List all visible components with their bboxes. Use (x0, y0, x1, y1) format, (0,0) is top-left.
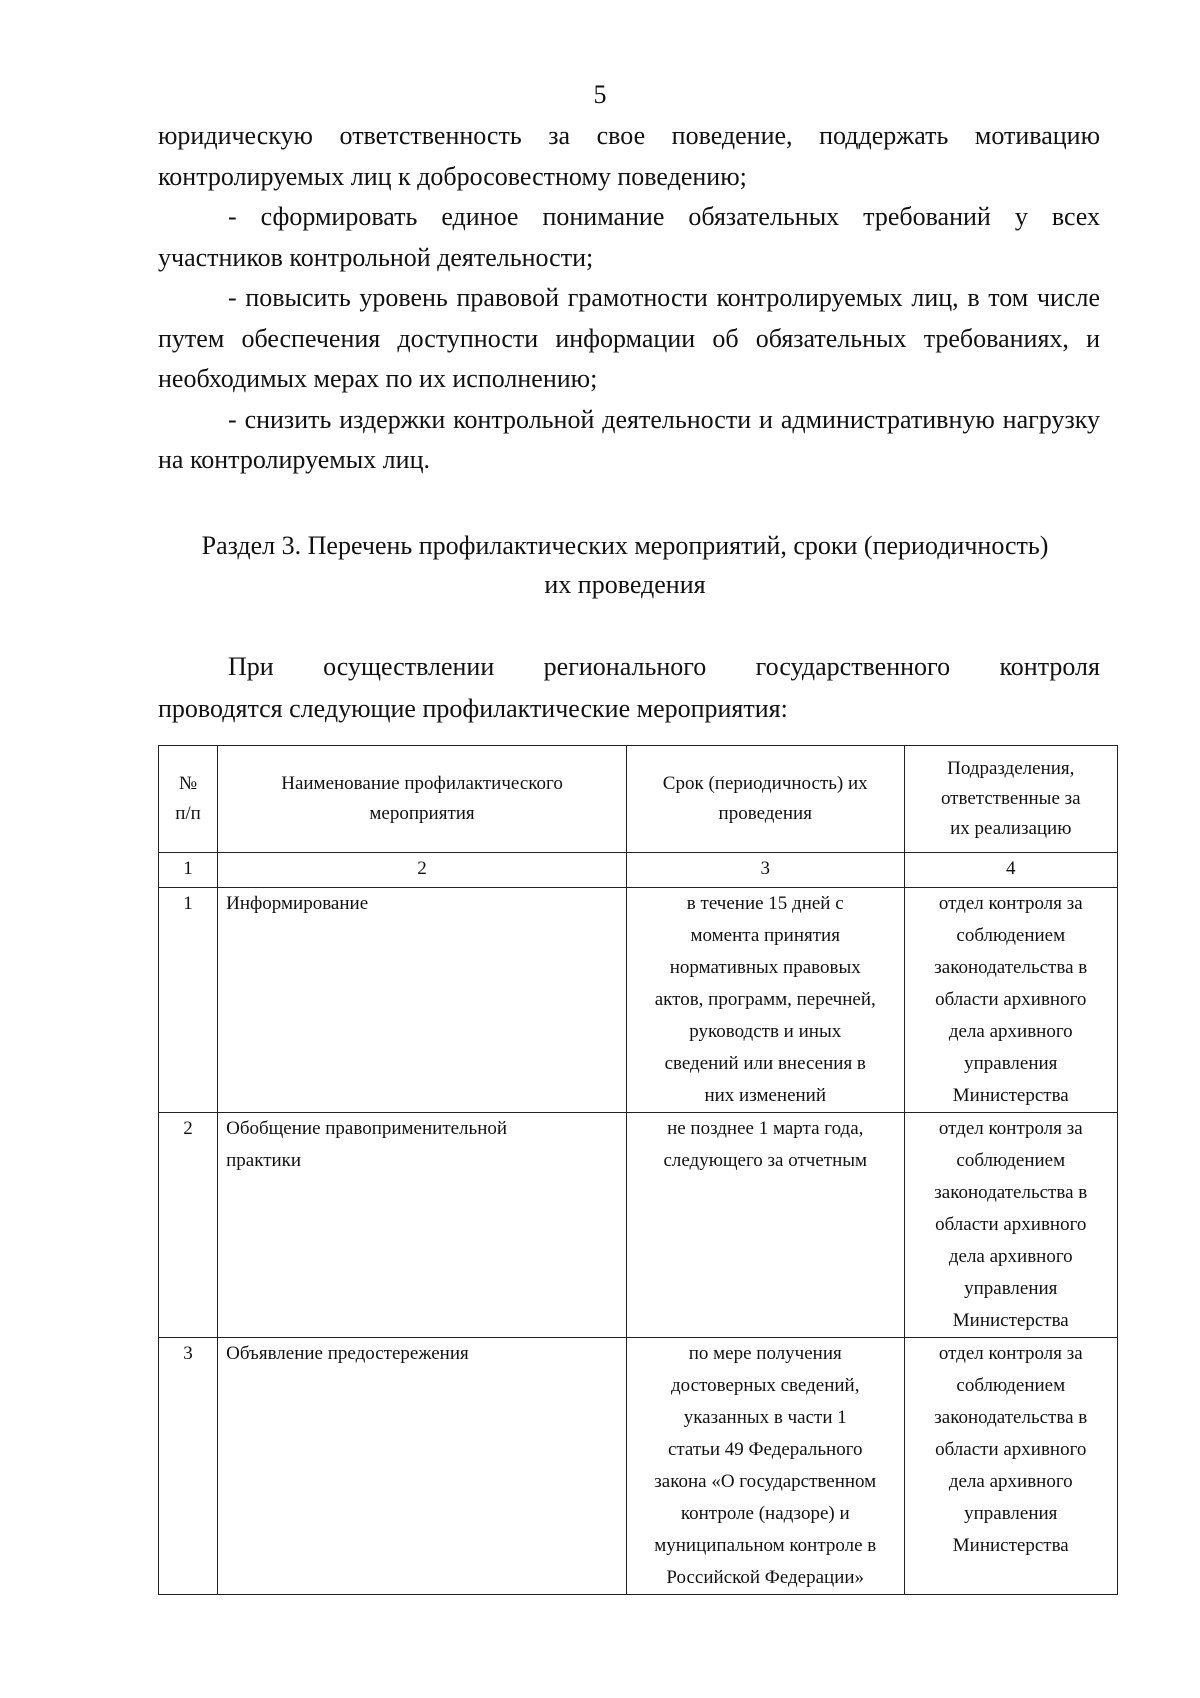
row-dept: отдел контроля за соблюдением законодательства в области архивного дела архивного управления Министерства (904, 888, 1117, 1113)
section-title (150, 526, 1100, 604)
row-term: в течение 15 дней с момента принятия нормативных правовых актов, программ, перечней, руководств и иных сведений или внесения в них изменений (626, 888, 904, 1113)
section-title-line-1: Раздел 3. Перечень профилактических мероприятий, сроки (периодичность) (201, 531, 1049, 560)
section-title-line-2: их проведения (544, 570, 706, 599)
intro-line-2: проводятся следующие профилактические мероприятия: (158, 694, 788, 723)
row-term: не позднее 1 марта года, следующего за отчетным (626, 1113, 904, 1338)
table-header-row (159, 746, 1118, 853)
column-number: 3 (626, 853, 904, 888)
header-name: Наименование профилактического мероприятия (218, 746, 627, 853)
intro-line-1: При осуществлении регионального государственного контроля (228, 652, 1100, 681)
page-number: 5 (593, 80, 607, 109)
row-term: по мере получения достоверных сведений, указанных в части 1 статьи 49 Федерального закона «О государственном контроле (надзоре) и муниципальном контроле в Российской Федерации» (626, 1338, 904, 1595)
row-name: Объявление предостережения (218, 1338, 627, 1595)
paragraph-4: - снизить издержки контрольной деятельности и административную нагрузку на контролируемых лиц. (158, 404, 1100, 474)
paragraph-3: - повысить уровень правовой грамотности контролируемых лиц, в том числе путем обеспечения доступности информации об обязательных требованиях, и необходимых мерах по их исполнению; (158, 283, 1100, 393)
table-row (159, 1338, 1118, 1595)
row-num: 3 (159, 1338, 218, 1595)
measures-table (158, 745, 1118, 1595)
intro-text (158, 646, 1100, 730)
header-num: № п/п (159, 746, 218, 853)
column-number: 2 (218, 853, 627, 888)
row-name: Информирование (218, 888, 627, 1113)
row-dept: отдел контроля за соблюдением законодательства в области архивного дела архивного управления Министерства (904, 1113, 1117, 1338)
row-dept: отдел контроля за соблюдением законодательства в области архивного дела архивного управления Министерства (904, 1338, 1117, 1595)
header-dept: Подразделения, ответственные за их реализацию (904, 746, 1117, 853)
row-num: 1 (159, 888, 218, 1113)
header-term: Срок (периодичность) их проведения (626, 746, 904, 853)
paragraph-2: - сформировать единое понимание обязательных требований у всех участников контрольной деятельности; (158, 202, 1100, 272)
row-name: Обобщение правоприменительной практики (218, 1113, 627, 1338)
table-row (159, 888, 1118, 1113)
column-number-row (159, 853, 1118, 888)
row-num: 2 (159, 1113, 218, 1338)
body-text (158, 116, 1100, 481)
column-number: 1 (159, 853, 218, 888)
table-row (159, 1113, 1118, 1338)
paragraph-1: юридическую ответственность за свое поведение, поддержать мотивацию контролируемых лиц к добросовестному поведению; (158, 121, 1100, 191)
column-number: 4 (904, 853, 1117, 888)
